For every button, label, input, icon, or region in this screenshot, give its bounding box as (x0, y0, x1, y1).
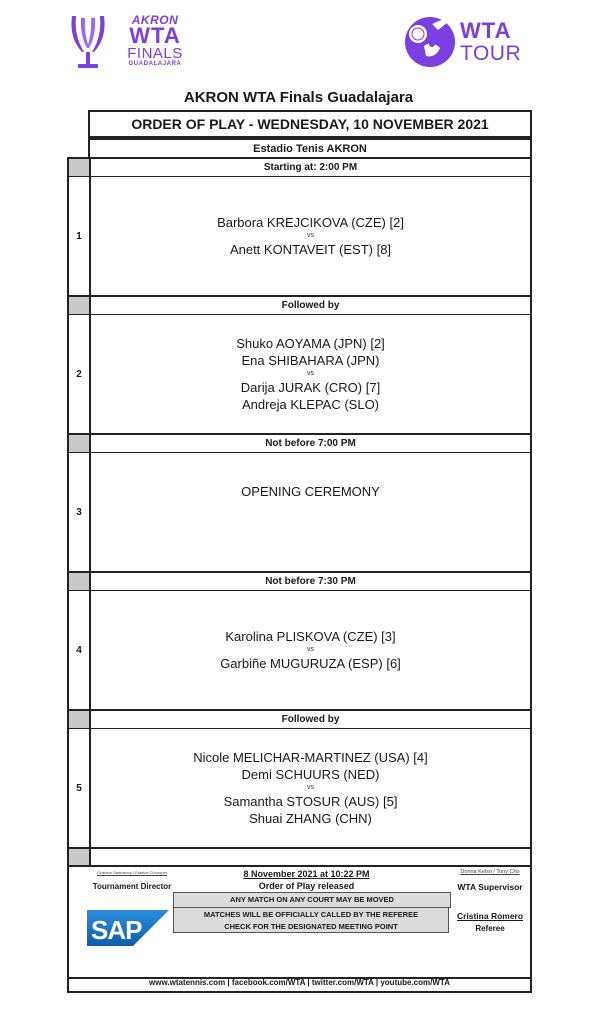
time-row (69, 709, 530, 728)
time-row (69, 571, 530, 590)
notice-referee-line2: CHECK FOR THE DESIGNATED MEETING POINT (224, 922, 398, 931)
player-b: Garbiñe MUGURUZA (ESP) [6] (220, 656, 401, 671)
svg-text:SAP: SAP (91, 915, 142, 945)
player-a2: Demi SCHUURS (NED) (241, 767, 380, 782)
referee-name: Cristina Romero (456, 911, 524, 921)
vs-label: vs (307, 646, 314, 653)
number-cell (69, 435, 91, 452)
player-a1: Nicole MELICHAR-MARTINEZ (USA) [4] (193, 750, 428, 765)
match-row (69, 590, 530, 709)
director-title: Tournament Director (92, 882, 172, 891)
notice-referee (173, 907, 449, 933)
supervisor-title: WTA Supervisor (457, 882, 523, 892)
tour-wordmark: TOUR (460, 42, 522, 65)
time-label: Not before 7:30 PM (265, 576, 356, 587)
wta-finals-logo (66, 12, 196, 74)
time-label: Followed by (281, 714, 340, 725)
footer-panel (67, 865, 532, 979)
match-number: 5 (69, 729, 91, 847)
court-name: Estadio Tenis AKRON (88, 138, 532, 159)
notice-referee-line1: MATCHES WILL BE OFFICIALLY CALLED BY THE REFEREE (203, 910, 419, 919)
match-row (69, 728, 530, 847)
time-label: Not before 7:00 PM (265, 438, 356, 449)
match-number: 1 (69, 177, 91, 295)
match-number: 4 (69, 591, 91, 709)
match-row (69, 314, 530, 433)
player-a: Barbora KREJCIKOVA (CZE) [2] (217, 215, 404, 230)
number-cell (69, 711, 91, 728)
match-row (69, 176, 530, 295)
number-cell (69, 297, 91, 314)
player-b2: Shuai ZHANG (CHN) (249, 811, 372, 826)
vs-label: vs (307, 370, 314, 377)
player-b1: Darija JURAK (CRO) [7] (240, 380, 381, 395)
player-b1: Samantha STOSUR (AUS) [5] (223, 794, 398, 809)
time-label: Starting at: 2:00 PM (263, 162, 358, 173)
release-label: Order of Play released (258, 881, 355, 891)
order-of-play-heading: ORDER OF PLAY - WEDNESDAY, 10 NOVEMBER 2021 (88, 110, 532, 138)
number-cell (69, 573, 91, 590)
trophy-icon (66, 12, 110, 74)
match-number: 2 (69, 315, 91, 433)
time-row (69, 157, 530, 176)
event-row (69, 452, 530, 571)
player-a1: Shuko AOYAMA (JPN) [2] (236, 336, 385, 351)
vs-label: vs (307, 784, 314, 791)
wta-wordmark: WTA (129, 23, 181, 48)
empty-label (91, 849, 530, 866)
akron-wordmark: AKRON (131, 13, 179, 27)
release-date: 8 November 2021 at 10:22 PM (243, 869, 370, 879)
time-label: Followed by (281, 300, 340, 311)
event-label: OPENING CEREMONY (241, 484, 380, 499)
player-b: Anett KONTAVEIT (EST) [8] (229, 242, 392, 257)
tennis-player-icon (402, 14, 458, 70)
vs-label: vs (307, 232, 314, 239)
wta-wordmark: WTA (460, 18, 512, 43)
director-signature: Gustavo Santoscoy / Fabrice Chouquet (97, 870, 167, 875)
number-cell (69, 849, 91, 866)
time-row (69, 295, 530, 314)
tournament-title: AKRON WTA Finals Guadalajara (183, 89, 414, 106)
empty-row (69, 847, 530, 866)
guadalajara-wordmark: GUADALAJARA (128, 61, 182, 67)
number-cell (69, 159, 91, 176)
referee-title: Referee (475, 924, 505, 933)
social-links: www.wtatennis.com | facebook.com/WTA | twitter.com/WTA | youtube.com/WTA (67, 975, 532, 993)
notice-moved: ANY MATCH ON ANY COURT MAY BE MOVED (173, 892, 451, 908)
player-a2: Ena SHIBAHARA (JPN) (241, 353, 380, 368)
player-a: Karolina PLISKOVA (CZE) [3] (225, 629, 396, 644)
wta-tour-logo (402, 14, 532, 70)
finals-wordmark: FINALS (127, 45, 183, 62)
player-b2: Andreja KLEPAC (SLO) (241, 397, 380, 412)
supervisor-signature: Donna Kelso / Tony Cho (460, 869, 520, 875)
schedule-table (67, 157, 532, 866)
match-number: 3 (69, 453, 91, 571)
time-row (69, 433, 530, 452)
sap-logo-icon (87, 910, 169, 946)
